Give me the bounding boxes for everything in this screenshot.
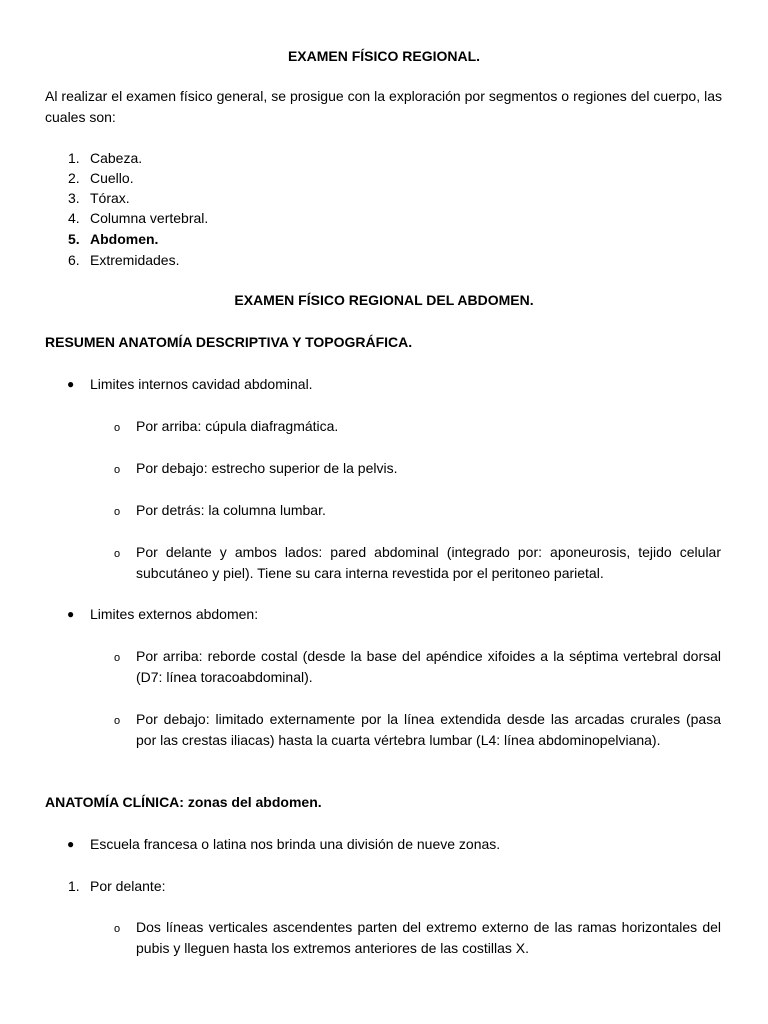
list-number: 5. [68,231,80,247]
section-heading: RESUMEN ANATOMÍA DESCRIPTIVA Y TOPOGRÁFICA. [45,334,413,350]
list-number: 1. [68,150,80,166]
bullet-icon: ● [67,607,75,621]
bullet-item-internal-limits: Limites internos cavidad abdominal. [90,376,313,392]
sub-item: Por debajo: limitado externamente por la línea extendida desde las arcadas crurales (pasa por las crestas iliacas) hasta la cuarta vértebra lumbar (L4: línea abdominopelviana). [136,711,721,748]
sub-bullet-icon: o [114,548,121,560]
section-subtitle: EXAMEN FÍSICO REGIONAL DEL ABDOMEN. [234,292,534,308]
list-item: Cabeza. [90,150,143,166]
sub-item: Por debajo: estrecho superior de la pelvis. [136,460,398,476]
list-item: Extremidades. [90,252,180,268]
sub-item: Por arriba: cúpula diafragmática. [136,418,339,434]
list-number: 1. [68,878,80,894]
bullet-icon: ● [67,837,75,851]
list-number: 4. [68,210,80,226]
list-item: Cuello. [90,170,134,186]
bullet-item-school: Escuela francesa o latina nos brinda una división de nueve zonas. [90,836,501,852]
sub-bullet-icon: o [114,422,121,434]
sub-item: Dos líneas verticales ascendentes parten del extremo externo de las ramas horizontales del pubis y lleguen hasta los extremos anteriores de las costillas X. [136,919,721,956]
sub-bullet-icon: o [114,923,121,935]
document-title: EXAMEN FÍSICO REGIONAL. [287,48,481,64]
sub-item: Por arriba: reborde costal (desde la base del apéndice xifoides a la séptima vertebral dorsal (D7: línea toracoabdominal). [136,648,721,685]
list-number: 2. [68,170,80,186]
sub-bullet-icon: o [114,715,121,727]
sub-bullet-icon: o [114,464,121,476]
sub-item: Por detrás: la columna lumbar. [136,502,326,518]
sub-bullet-icon: o [114,506,121,518]
list-item: Columna vertebral. [90,210,209,226]
sub-item: Por delante y ambos lados: pared abdominal (integrado por: aponeurosis, tejido celular subcutáneo y piel). Tiene su cara interna revestida por el peritoneo parietal. [136,544,721,581]
list-item-highlighted: Abdomen. [90,231,159,247]
list-item: Tórax. [90,190,130,206]
bullet-item-external-limits: Limites externos abdomen: [90,606,259,622]
section-heading: ANATOMÍA CLÍNICA: zonas del abdomen. [45,794,322,810]
list-number: 6. [68,252,80,268]
intro-paragraph: Al realizar el examen físico general, se prosigue con la exploración por segmentos o regiones del cuerpo, las cuales son: [45,88,722,125]
sub-bullet-icon: o [114,652,121,664]
bullet-icon: ● [67,377,75,391]
list-number: 3. [68,190,80,206]
list-item-front: Por delante: [90,878,166,894]
